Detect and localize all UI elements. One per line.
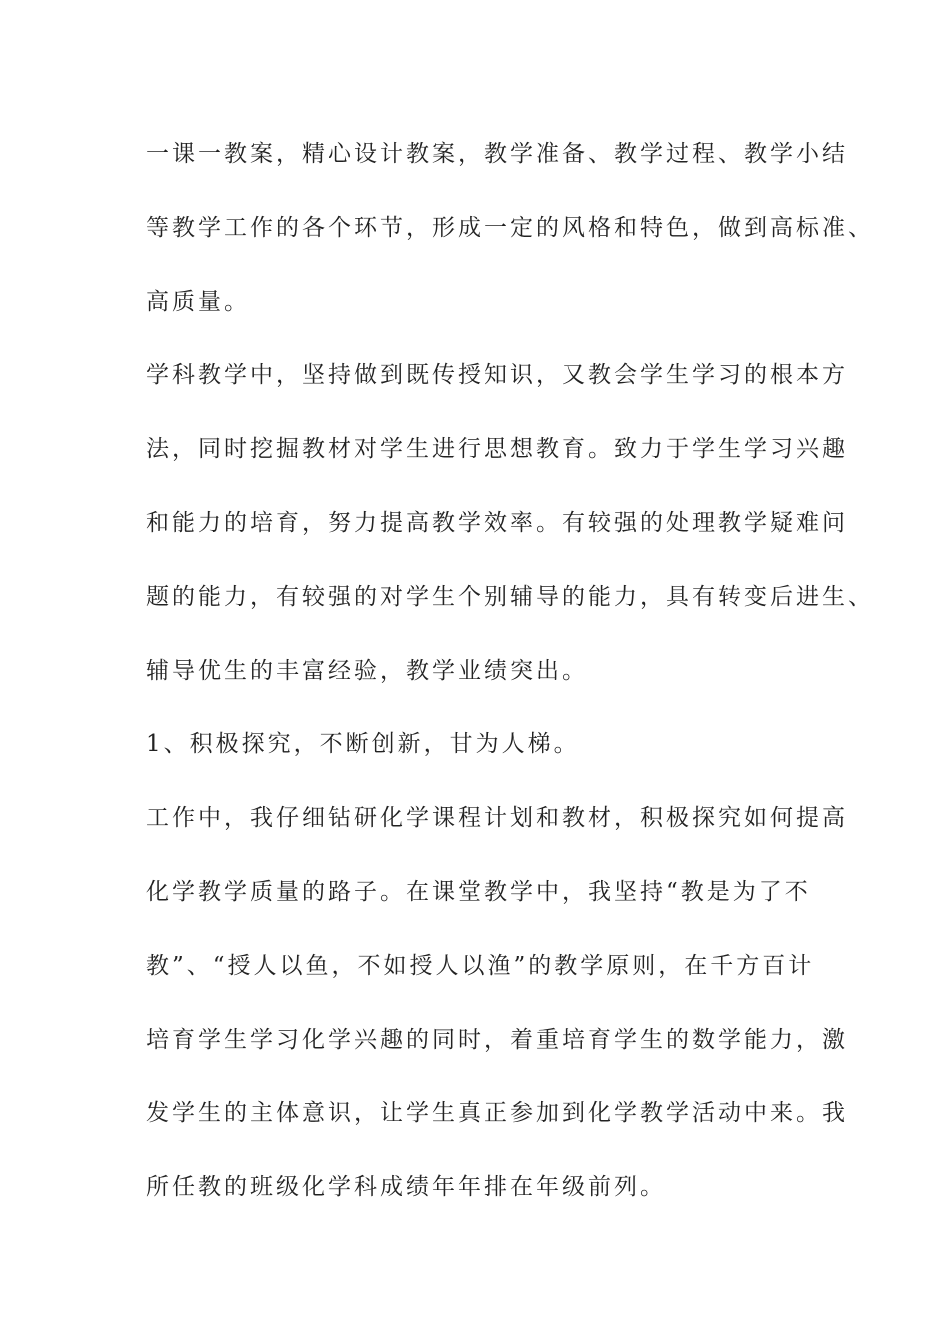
text-line: 所任教的班级化学科成绩年年排在年级前列。 <box>146 1174 666 1201</box>
text-line: 法，同时挖掘教材对学生进行思想教育。致力于学生学习兴趣 <box>146 436 848 463</box>
text-line: 教”、“授人以鱼，不如授人以渔”的教学原则，在千方百计 <box>146 952 815 979</box>
body-text <box>146 128 874 1235</box>
text-line: 题的能力，有较强的对学生个别辅导的能力，具有转变后进生、 <box>146 583 874 610</box>
text-line: 高质量。 <box>146 288 250 315</box>
section-heading: 1、积极探究，不断创新，甘为人梯。 <box>146 731 580 758</box>
text-line: 培育学生学习化学兴趣的同时，着重培育学生的数学能力，激 <box>146 1026 848 1053</box>
text-line: 发学生的主体意识，让学生真正参加到化学教学活动中来。我 <box>146 1100 848 1127</box>
text-line: 工作中，我仔细钻研化学课程计划和教材，积极探究如何提高 <box>146 805 848 832</box>
text-line: 辅导优生的丰富经验，教学业绩突出。 <box>146 657 588 684</box>
text-line: 一课一教案，精心设计教案，教学准备、教学过程、教学小结 <box>146 141 848 167</box>
text-line: 和能力的培育，努力提高教学效率。有较强的处理教学疑难问 <box>146 509 848 536</box>
text-line: 学科教学中，坚持做到既传授知识，又教会学生学习的根本方 <box>146 362 848 389</box>
text-line: 化学教学质量的路子。在课堂教学中，我坚持“教是为了不 <box>146 878 811 905</box>
text-line: 等教学工作的各个环节，形成一定的风格和特色，做到高标准、 <box>146 214 874 241</box>
